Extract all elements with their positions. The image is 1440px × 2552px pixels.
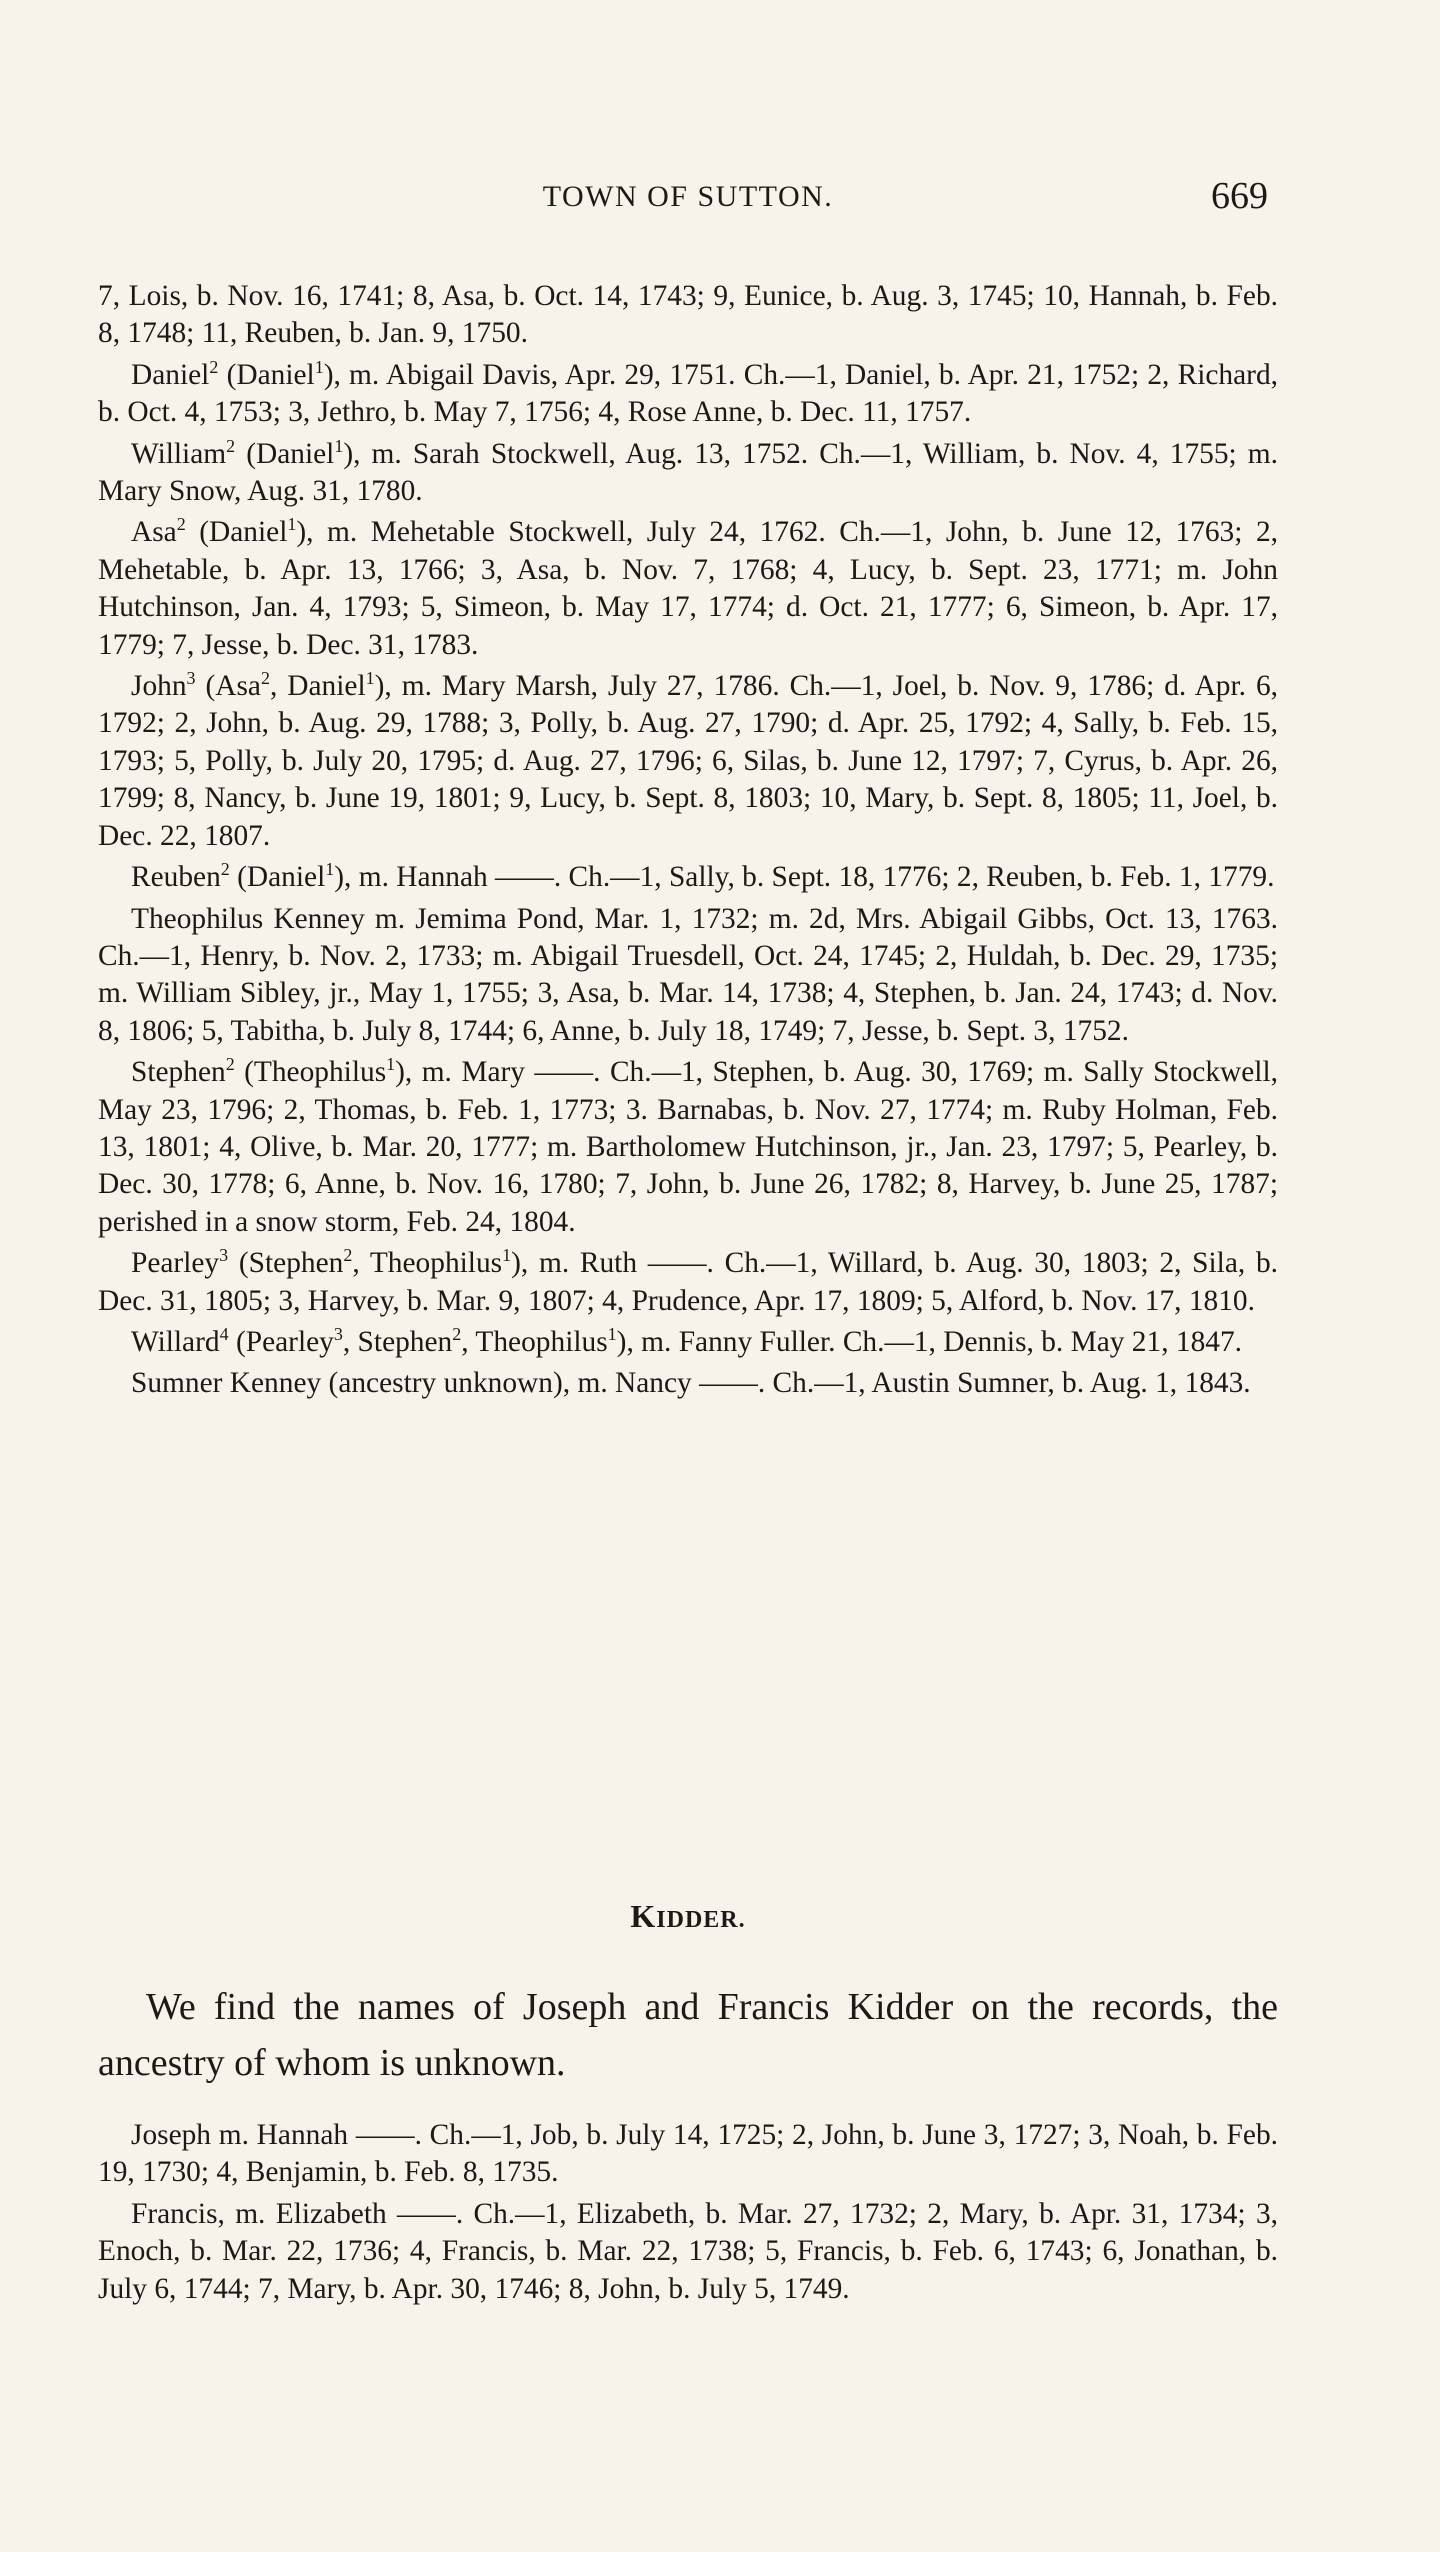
entry-paragraph: Joseph m. Hannah ——. Ch.—1, Job, b. July 14, 1725; 2, John, b. June 3, 1727; 3, Noah, b. Feb. 19, 1730; 4, Benjamin, b. Feb. 8, 1735. [98,2119,1278,2189]
genealogy-paragraph: Sumner Kenney (ancestry unknown), m. Nancy ——. Ch.—1, Austin Sumner, b. Aug. 1, 1843. [131,1367,1251,1400]
genealogy-paragraph: John$^3$ (Asa$^2$, Daniel$^1$), m. Mary Marsh, July 27, 1786. Ch.—1, Joel, b. Nov. 9, 1786; d. Apr. 6, 1792; 2, John, b. Aug. 29, 1788; 3, Polly, b. Aug. 27, 1790; d. Apr. 25, 1792; 4, Sally, b. Feb. 15, 1793; 5, Polly, b. July 20, 1795; d. Aug. 27, 1796; 6, Silas, b. June 12, 1797; 7, Cyrus, b. Apr. 26, 1799; 8, Nancy, b. June 19, 1801; 9, Lucy, b. Sept. 8, 1803; 10, Mary, b. Sept. 8, 1805; 11, Joel, b. Dec. 22, 1807. [98,668,1279,852]
running-head [98,175,1278,230]
genealogy-paragraph: Pearley$^3$ (Stephen$^2$, Theophilus$^1$), m. Ruth ——. Ch.—1, Willard, b. Aug. 30, 1803; 2, Sila, b. Dec. 31, 1805; 3, Harvey, b. Mar. 9, 1807; 4, Prudence, Apr. 17, 1809; 5, Alford, b. Nov. 17, 1810. [98,1245,1278,1317]
genealogy-paragraph: Willard$^4$ (Pearley$^3$, Stephen$^2$, Theophilus$^1$), m. Fanny Fuller. Ch.—1, Dennis, b. May 21, 1847. [131,1323,1243,1358]
genealogy-paragraph: Stephen$^2$ (Theophilus$^1$), m. Mary ——. Ch.—1, Stephen, b. Aug. 30, 1769; m. Sally Stockwell, May 23, 1796; 2, Thomas, b. Feb. 1, 1773; 3. Barnabas, b. Nov. 27, 1774; m. Ruby Holman, Feb. 13, 1801; 4, Olive, b. Mar. 20, 1777; m. Bartholomew Hutchinson, jr., Jan. 23, 1797; 5, Pearley, b. Dec. 30, 1778; 6, Anne, b. Nov. 16, 1780; 7, John, b. June 26, 1782; 8, Harvey, b. June 25, 1787; perished in a snow storm, Feb. 24, 1804. [98,1054,1278,1238]
genealogy-paragraph: William$^2$ (Daniel$^1$), m. Sarah Stockwell, Aug. 13, 1752. Ch.—1, William, b. Nov. 4, 1755; m. Mary Snow, Aug. 31, 1780. [98,435,1278,508]
section-intro: We find the names of Joseph and Francis Kidder on the records, the ancestry of whom is unknown. [98,1986,1278,2084]
genealogy-body [98,278,1278,1407]
section-title [98,1898,1278,1935]
kidder-section [98,1898,1278,2312]
entry-paragraph: Francis, m. Elizabeth ——. Ch.—1, Elizabeth, b. Mar. 27, 1732; 2, Mary, b. Apr. 31, 1734; 3, Enoch, b. Mar. 22, 1736; 4, Francis, b. Mar. 22, 1738; 5, Francis, b. Feb. 6, 1743; 6, Jonathan, b. July 6, 1744; 7, Mary, b. Apr. 30, 1746; 8, John, b. July 5, 1749. [98,2197,1278,2305]
section-title-initial: K [630,1898,657,1934]
genealogy-paragraph: 7, Lois, b. Nov. 16, 1741; 8, Asa, b. Oct. 14, 1743; 9, Eunice, b. Aug. 3, 1745; 10, Hannah, b. Feb. 8, 1748; 11, Reuben, b. Jan. 9, 1750. [98,280,1278,350]
genealogy-paragraph: Daniel$^2$ (Daniel$^1$), m. Abigail Davis, Apr. 29, 1751. Ch.—1, Daniel, b. Apr. 21, 1752; 2, Richard, b. Oct. 4, 1753; 3, Jethro, b. May 7, 1756; 4, Rose Anne, b. Dec. 11, 1757. [98,356,1279,429]
running-title: TOWN OF SUTTON. [542,180,834,213]
genealogy-paragraph: Asa$^2$ (Daniel$^1$), m. Mehetable Stockwell, July 24, 1762. Ch.—1, John, b. June 12, 1763; 2, Mehetable, b. Apr. 13, 1766; 3, Asa, b. Nov. 7, 1768; 4, Lucy, b. Sept. 23, 1771; m. John Hutchinson, Jan. 4, 1793; 5, Simeon, b. May 17, 1774; d. Oct. 21, 1777; 6, Simeon, b. Apr. 17, 1779; 7, Jesse, b. Dec. 31, 1783. [98,514,1278,661]
genealogy-paragraph: Reuben$^2$ (Daniel$^1$), m. Hannah ——. Ch.—1, Sally, b. Sept. 18, 1776; 2, Reuben, b. Feb. 1, 1779. [131,859,1275,894]
section-entries [98,2117,1278,2308]
page-number: 669 [1211,175,1268,217]
genealogy-paragraph: Theophilus Kenney m. Jemima Pond, Mar. 1, 1732; m. 2d, Mrs. Abigail Gibbs, Oct. 13, 1763. Ch.—1, Henry, b. Nov. 2, 1733; m. Abigail Truesdell, Oct. 24, 1745; 2, Huldah, b. Dec. 29, 1735; m. William Sibley, jr., May 1, 1755; 3, Asa, b. Mar. 14, 1738; 4, Stephen, b. Jan. 24, 1743; d. Nov. 8, 1806; 5, Tabitha, b. July 8, 1744; 6, Anne, b. July 18, 1749; 7, Jesse, b. Sept. 3, 1752. [98,902,1278,1047]
section-title-rest: IDDER. [656,1907,746,1933]
